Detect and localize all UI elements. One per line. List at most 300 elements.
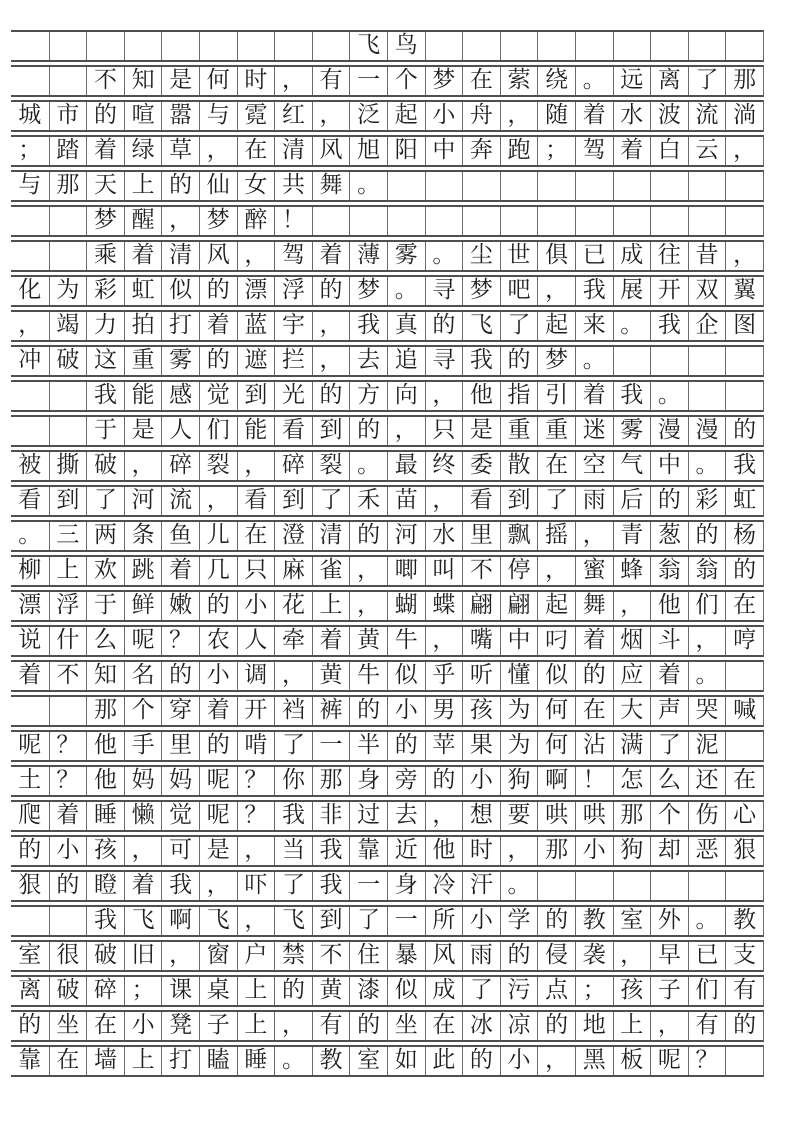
- handwritten-char-cell: 呢: [199, 802, 237, 830]
- handwritten-char-cell: 的: [312, 277, 350, 305]
- handwritten-char-cell: 身: [387, 872, 425, 900]
- grid-row: [11, 765, 764, 797]
- handwritten-char-cell: 的: [349, 522, 387, 550]
- handwritten-char-cell: 漂: [237, 277, 275, 305]
- handwritten-char-cell: 碎: [86, 977, 124, 1005]
- handwritten-char-cell: ；: [537, 137, 575, 165]
- handwritten-char-cell: 一: [387, 907, 425, 935]
- handwritten-char-cell: 真: [387, 312, 425, 340]
- handwritten-char-cell: 到: [274, 487, 312, 515]
- handwritten-char-cell: 漫: [688, 417, 726, 445]
- empty-grid-cell: [725, 207, 763, 235]
- handwritten-char-cell: 梦: [537, 347, 575, 375]
- handwritten-char-cell: 阳: [387, 137, 425, 165]
- handwritten-char-cell: ？: [49, 732, 87, 760]
- handwritten-char-cell: 旁: [387, 767, 425, 795]
- handwritten-char-cell: 是: [462, 417, 500, 445]
- handwritten-char-cell: ，: [312, 347, 350, 375]
- handwritten-char-cell: 那: [725, 67, 763, 95]
- handwritten-char-cell: ，: [575, 522, 613, 550]
- handwritten-char-cell: 的: [725, 1012, 763, 1040]
- handwritten-char-cell: 在: [725, 592, 763, 620]
- handwritten-char-cell: 如: [387, 1047, 425, 1075]
- empty-grid-cell: [49, 67, 87, 95]
- handwritten-char-cell: 浮: [49, 592, 87, 620]
- empty-grid-cell: [11, 382, 49, 410]
- empty-grid-cell: [462, 172, 500, 200]
- handwritten-char-cell: 着: [199, 312, 237, 340]
- handwritten-char-cell: 很: [49, 942, 87, 970]
- handwritten-char-cell: 黑: [575, 1047, 613, 1075]
- handwritten-char-cell: 啃: [237, 732, 275, 760]
- handwritten-char-cell: 黄: [349, 627, 387, 655]
- handwritten-char-cell: 啊: [537, 767, 575, 795]
- handwritten-char-cell: 乘: [86, 242, 124, 270]
- handwritten-char-cell: 所: [425, 907, 463, 935]
- empty-grid-cell: [500, 32, 538, 60]
- empty-grid-cell: [575, 207, 613, 235]
- handwritten-char-cell: 终: [425, 452, 463, 480]
- handwritten-char-cell: 人: [161, 417, 199, 445]
- handwritten-char-cell: 学: [500, 907, 538, 935]
- handwritten-char-cell: 浮: [274, 277, 312, 305]
- handwritten-char-cell: 在: [537, 452, 575, 480]
- handwritten-char-cell: 重: [537, 417, 575, 445]
- handwritten-char-cell: 伤: [688, 802, 726, 830]
- handwritten-char-cell: 俱: [537, 242, 575, 270]
- handwritten-char-cell: 呢: [650, 1047, 688, 1075]
- handwritten-char-cell: 却: [650, 837, 688, 865]
- handwritten-char-cell: 驾: [274, 242, 312, 270]
- handwritten-char-cell: 叫: [425, 557, 463, 585]
- empty-grid-cell: [124, 32, 162, 60]
- handwritten-char-cell: 上: [237, 1012, 275, 1040]
- handwritten-char-cell: 他: [462, 382, 500, 410]
- handwritten-char-cell: 雾: [387, 242, 425, 270]
- handwritten-char-cell: 么: [86, 627, 124, 655]
- handwritten-char-cell: 不: [312, 942, 350, 970]
- handwritten-char-cell: 到: [312, 417, 350, 445]
- handwritten-char-cell: 我: [575, 277, 613, 305]
- handwritten-char-cell: 蓝: [237, 312, 275, 340]
- handwritten-char-cell: 。: [613, 312, 651, 340]
- empty-grid-cell: [613, 872, 651, 900]
- handwritten-char-cell: 着: [575, 102, 613, 130]
- grid-row: [11, 800, 764, 832]
- handwritten-char-cell: 嫩: [161, 592, 199, 620]
- handwritten-char-cell: 起: [537, 592, 575, 620]
- handwritten-char-cell: 觉: [199, 382, 237, 410]
- handwritten-char-cell: ，: [500, 102, 538, 130]
- handwritten-char-cell: 苹: [425, 732, 463, 760]
- empty-grid-cell: [725, 662, 763, 690]
- handwritten-char-cell: 后: [613, 487, 651, 515]
- handwritten-char-cell: 雾: [613, 417, 651, 445]
- handwritten-char-cell: 舟: [462, 102, 500, 130]
- handwritten-char-cell: 飞: [199, 907, 237, 935]
- handwritten-char-cell: 何: [537, 697, 575, 725]
- handwritten-char-cell: 三: [49, 522, 87, 550]
- empty-grid-cell: [688, 32, 726, 60]
- grid-row: [11, 100, 764, 132]
- handwritten-char-cell: 。: [688, 662, 726, 690]
- handwritten-char-cell: 的: [462, 1047, 500, 1075]
- handwritten-char-cell: 有: [312, 1012, 350, 1040]
- handwritten-char-cell: 在: [725, 767, 763, 795]
- handwritten-char-cell: 乎: [425, 662, 463, 690]
- handwritten-char-cell: 着: [199, 697, 237, 725]
- handwritten-char-cell: 这: [86, 347, 124, 375]
- handwritten-char-cell: 的: [425, 312, 463, 340]
- handwritten-char-cell: 是: [161, 67, 199, 95]
- handwritten-char-cell: 声: [650, 697, 688, 725]
- handwritten-char-cell: 尘: [462, 242, 500, 270]
- handwritten-char-cell: 。: [18, 522, 42, 548]
- handwritten-char-cell: ，: [537, 1047, 575, 1075]
- handwritten-char-cell: 醒: [124, 207, 162, 235]
- handwritten-char-cell: 什: [49, 627, 87, 655]
- grid-row: [11, 485, 764, 517]
- handwritten-char-cell: 只: [425, 417, 463, 445]
- handwritten-char-cell: 的: [49, 872, 87, 900]
- handwritten-char-cell: 梦: [349, 277, 387, 305]
- handwritten-char-cell: 呢: [124, 627, 162, 655]
- handwritten-char-cell: 子: [650, 977, 688, 1005]
- handwritten-char-cell: ，: [688, 627, 726, 655]
- handwritten-char-cell: 红: [274, 102, 312, 130]
- handwritten-char-cell: ，: [725, 137, 763, 165]
- handwritten-char-cell: ，: [199, 872, 237, 900]
- handwritten-char-cell: 孩: [86, 837, 124, 865]
- handwritten-char-cell: 绿: [124, 137, 162, 165]
- handwritten-char-cell: 风: [312, 137, 350, 165]
- handwritten-char-cell: 狗: [500, 767, 538, 795]
- handwritten-char-cell: 小: [49, 837, 87, 865]
- handwritten-char-cell: 烟: [613, 627, 651, 655]
- grid-row: [11, 905, 764, 937]
- handwritten-char-cell: 黄: [312, 977, 350, 1005]
- title-char-cell: 鸟: [387, 32, 425, 60]
- handwritten-char-cell: 翩: [500, 592, 538, 620]
- grid-row: [11, 450, 764, 482]
- handwritten-char-cell: 么: [650, 767, 688, 795]
- handwritten-char-cell: 小: [387, 697, 425, 725]
- handwritten-char-cell: 课: [161, 977, 199, 1005]
- handwritten-char-cell: 教: [575, 907, 613, 935]
- handwritten-char-cell: 花: [274, 592, 312, 620]
- handwritten-char-cell: 的: [537, 907, 575, 935]
- handwritten-char-cell: 觉: [161, 802, 199, 830]
- empty-grid-cell: [425, 172, 463, 200]
- empty-grid-cell: [49, 32, 87, 60]
- handwritten-char-cell: 身: [349, 767, 387, 795]
- handwritten-char-cell: ；: [124, 977, 162, 1005]
- handwritten-char-cell: 打: [161, 1047, 199, 1075]
- empty-grid-cell: [49, 242, 87, 270]
- handwritten-char-cell: 一: [349, 67, 387, 95]
- handwritten-char-cell: 果: [462, 732, 500, 760]
- handwritten-char-cell: 只: [237, 557, 275, 585]
- empty-grid-cell: [11, 697, 49, 725]
- empty-grid-cell: [425, 32, 463, 60]
- handwritten-char-cell: 狗: [613, 837, 651, 865]
- title-char-cell: 飞: [349, 32, 387, 60]
- handwritten-char-cell: 我: [462, 347, 500, 375]
- handwritten-char-cell: 重: [500, 417, 538, 445]
- handwritten-char-cell: 冰: [462, 1012, 500, 1040]
- handwritten-char-cell: ，: [537, 277, 575, 305]
- handwritten-char-cell: 他: [86, 732, 124, 760]
- handwritten-char-cell: 桌: [199, 977, 237, 1005]
- handwritten-char-cell: 想: [462, 802, 500, 830]
- handwritten-char-cell: 为: [500, 697, 538, 725]
- handwritten-char-cell: 成: [613, 242, 651, 270]
- handwritten-char-cell: 了: [500, 312, 538, 340]
- handwritten-char-cell: 怎: [613, 767, 651, 795]
- handwritten-char-cell: 你: [274, 767, 312, 795]
- handwritten-char-cell: 光: [274, 382, 312, 410]
- handwritten-char-cell: 在: [86, 1012, 124, 1040]
- handwritten-char-cell: 。: [387, 277, 425, 305]
- grid-row: [11, 975, 764, 1007]
- handwritten-char-cell: 袭: [575, 942, 613, 970]
- handwritten-char-cell: 我: [349, 312, 387, 340]
- handwritten-char-cell: 着: [575, 382, 613, 410]
- handwritten-char-cell: 与: [199, 102, 237, 130]
- empty-grid-cell: [688, 382, 726, 410]
- handwritten-char-cell: 开: [237, 697, 275, 725]
- handwritten-char-cell: 户: [237, 942, 275, 970]
- handwritten-char-cell: 着: [124, 872, 162, 900]
- handwritten-char-cell: 我: [86, 382, 124, 410]
- handwritten-char-cell: ，: [425, 487, 463, 515]
- handwritten-char-cell: 有: [725, 977, 763, 1005]
- empty-grid-cell: [387, 172, 425, 200]
- grid-row: [11, 730, 764, 762]
- handwritten-char-cell: 小: [462, 767, 500, 795]
- empty-grid-cell: [650, 872, 688, 900]
- grid-row: [11, 170, 764, 202]
- handwritten-char-cell: 风: [425, 942, 463, 970]
- empty-grid-cell: [613, 32, 651, 60]
- handwritten-char-cell: 迷: [575, 417, 613, 445]
- handwritten-char-cell: 。: [349, 172, 387, 200]
- handwritten-char-cell: 支: [725, 942, 763, 970]
- handwritten-char-cell: 我: [725, 452, 763, 480]
- handwritten-char-cell: 中: [500, 627, 538, 655]
- handwritten-char-cell: 住: [349, 942, 387, 970]
- handwritten-char-cell: 起: [537, 312, 575, 340]
- handwritten-char-cell: ？: [237, 802, 275, 830]
- handwritten-char-cell: ，: [18, 312, 42, 338]
- handwritten-char-cell: 的: [199, 277, 237, 305]
- empty-grid-cell: [11, 32, 49, 60]
- empty-grid-cell: [725, 347, 763, 375]
- handwritten-char-cell: 了: [274, 732, 312, 760]
- handwritten-char-cell: 梦: [199, 207, 237, 235]
- handwritten-char-cell: 。: [349, 452, 387, 480]
- handwritten-char-cell: 睡: [86, 802, 124, 830]
- empty-grid-cell: [11, 417, 49, 445]
- empty-grid-cell: [575, 872, 613, 900]
- handwritten-char-cell: 的: [199, 592, 237, 620]
- empty-grid-cell: [11, 207, 49, 235]
- handwritten-char-cell: 听: [462, 662, 500, 690]
- handwritten-char-cell: ，: [124, 837, 162, 865]
- handwritten-char-cell: ，: [537, 557, 575, 585]
- composition-paper: [11, 30, 764, 1080]
- handwritten-char-cell: 孩: [462, 697, 500, 725]
- handwritten-char-cell: 他: [425, 837, 463, 865]
- empty-grid-cell: [86, 32, 124, 60]
- handwritten-char-cell: ，: [725, 242, 763, 270]
- empty-grid-cell: [537, 32, 575, 60]
- handwritten-char-cell: 个: [387, 67, 425, 95]
- handwritten-char-cell: ！: [575, 767, 613, 795]
- empty-grid-cell: [613, 347, 651, 375]
- handwritten-char-cell: ，: [613, 592, 651, 620]
- grid-row: [11, 1045, 764, 1077]
- handwritten-char-cell: 室: [349, 1047, 387, 1075]
- handwritten-char-cell: 墙: [86, 1047, 124, 1075]
- handwritten-char-cell: 叼: [537, 627, 575, 655]
- handwritten-char-cell: 的: [274, 977, 312, 1005]
- handwritten-char-cell: 起: [387, 102, 425, 130]
- handwritten-char-cell: 碎: [274, 452, 312, 480]
- handwritten-char-cell: 窗: [199, 942, 237, 970]
- handwritten-char-cell: 成: [425, 977, 463, 1005]
- handwritten-char-cell: 们: [199, 417, 237, 445]
- handwritten-char-cell: ？: [161, 627, 199, 655]
- handwritten-char-cell: 瞪: [86, 872, 124, 900]
- handwritten-char-cell: 水: [425, 522, 463, 550]
- handwritten-char-cell: ，: [161, 942, 199, 970]
- handwritten-char-cell: 靠: [349, 837, 387, 865]
- empty-grid-cell: [349, 207, 387, 235]
- handwritten-char-cell: 吓: [237, 872, 275, 900]
- handwritten-char-cell: 凉: [500, 1012, 538, 1040]
- handwritten-char-cell: 跳: [124, 557, 162, 585]
- handwritten-char-cell: 远: [613, 67, 651, 95]
- handwritten-char-cell: 我: [161, 872, 199, 900]
- handwritten-char-cell: 感: [161, 382, 199, 410]
- handwritten-char-cell: 。: [650, 382, 688, 410]
- handwritten-char-cell: 虹: [124, 277, 162, 305]
- handwritten-char-cell: ，: [312, 312, 350, 340]
- grid-row: [11, 1010, 764, 1042]
- empty-grid-cell: [500, 172, 538, 200]
- handwritten-char-cell: 蜜: [575, 557, 613, 585]
- handwritten-char-cell: 靠: [18, 1047, 42, 1073]
- handwritten-char-cell: 小: [575, 837, 613, 865]
- handwritten-char-cell: 有: [312, 67, 350, 95]
- grid-row: [11, 835, 764, 867]
- empty-grid-cell: [725, 172, 763, 200]
- handwritten-char-cell: 裂: [199, 452, 237, 480]
- handwritten-char-cell: 禾: [349, 487, 387, 515]
- handwritten-char-cell: 绕: [537, 67, 575, 95]
- handwritten-char-cell: 破: [49, 347, 87, 375]
- handwritten-char-cell: 几: [199, 557, 237, 585]
- handwritten-char-cell: ，: [237, 907, 275, 935]
- handwritten-char-cell: 我: [86, 907, 124, 935]
- title-row: [11, 30, 764, 62]
- handwritten-char-cell: 奔: [462, 137, 500, 165]
- empty-grid-cell: [49, 417, 87, 445]
- handwritten-char-cell: 在: [575, 697, 613, 725]
- handwritten-char-cell: 土: [18, 767, 42, 793]
- handwritten-char-cell: 哄: [537, 802, 575, 830]
- handwritten-char-cell: 暴: [387, 942, 425, 970]
- handwritten-char-cell: 调: [237, 662, 275, 690]
- handwritten-char-cell: 狠: [18, 872, 42, 898]
- handwritten-char-cell: 双: [688, 277, 726, 305]
- handwritten-char-cell: 向: [387, 382, 425, 410]
- handwritten-char-cell: 男: [425, 697, 463, 725]
- handwritten-char-cell: 的: [575, 662, 613, 690]
- handwritten-char-cell: 于: [86, 417, 124, 445]
- handwritten-char-cell: 漫: [650, 417, 688, 445]
- empty-grid-cell: [462, 32, 500, 60]
- handwritten-char-cell: 竭: [49, 312, 87, 340]
- handwritten-char-cell: 的: [425, 767, 463, 795]
- handwritten-char-cell: 共: [274, 172, 312, 200]
- handwritten-char-cell: ，: [161, 207, 199, 235]
- handwritten-char-cell: 不: [86, 67, 124, 95]
- handwritten-char-cell: 污: [500, 977, 538, 1005]
- empty-grid-cell: [613, 207, 651, 235]
- handwritten-char-cell: 不: [49, 662, 87, 690]
- handwritten-char-cell: 牵: [274, 627, 312, 655]
- handwritten-char-cell: 柳: [18, 557, 42, 583]
- handwritten-char-cell: 宇: [274, 312, 312, 340]
- handwritten-char-cell: 流: [161, 487, 199, 515]
- empty-grid-cell: [462, 207, 500, 235]
- handwritten-char-cell: 翼: [725, 277, 763, 305]
- handwritten-char-cell: 了: [86, 487, 124, 515]
- handwritten-char-cell: 葱: [650, 522, 688, 550]
- handwritten-char-cell: 飞: [462, 312, 500, 340]
- handwritten-char-cell: 仙: [199, 172, 237, 200]
- handwritten-char-cell: 清: [274, 137, 312, 165]
- handwritten-char-cell: 那: [537, 837, 575, 865]
- empty-grid-cell: [650, 207, 688, 235]
- handwritten-char-cell: 上: [49, 557, 87, 585]
- handwritten-char-cell: 漆: [349, 977, 387, 1005]
- handwritten-char-cell: ，: [274, 1012, 312, 1040]
- handwritten-char-cell: 懒: [124, 802, 162, 830]
- handwritten-char-cell: 鲜: [124, 592, 162, 620]
- handwritten-char-cell: 展: [613, 277, 651, 305]
- handwritten-char-cell: 拦: [274, 347, 312, 375]
- handwritten-char-cell: 在: [237, 522, 275, 550]
- grid-row: [11, 415, 764, 447]
- handwritten-char-cell: 舞: [575, 592, 613, 620]
- handwritten-char-cell: 女: [237, 172, 275, 200]
- handwritten-char-cell: ，: [237, 242, 275, 270]
- handwritten-char-cell: 到: [49, 487, 87, 515]
- empty-grid-cell: [725, 32, 763, 60]
- handwritten-char-cell: 禁: [274, 942, 312, 970]
- handwritten-char-cell: 委: [462, 452, 500, 480]
- handwritten-char-cell: 云: [688, 137, 726, 165]
- handwritten-char-cell: ，: [312, 102, 350, 130]
- handwritten-char-cell: 雀: [312, 557, 350, 585]
- handwritten-char-cell: ；: [18, 137, 42, 163]
- handwritten-char-cell: 。: [500, 872, 538, 900]
- empty-grid-cell: [387, 207, 425, 235]
- handwritten-char-cell: 碎: [161, 452, 199, 480]
